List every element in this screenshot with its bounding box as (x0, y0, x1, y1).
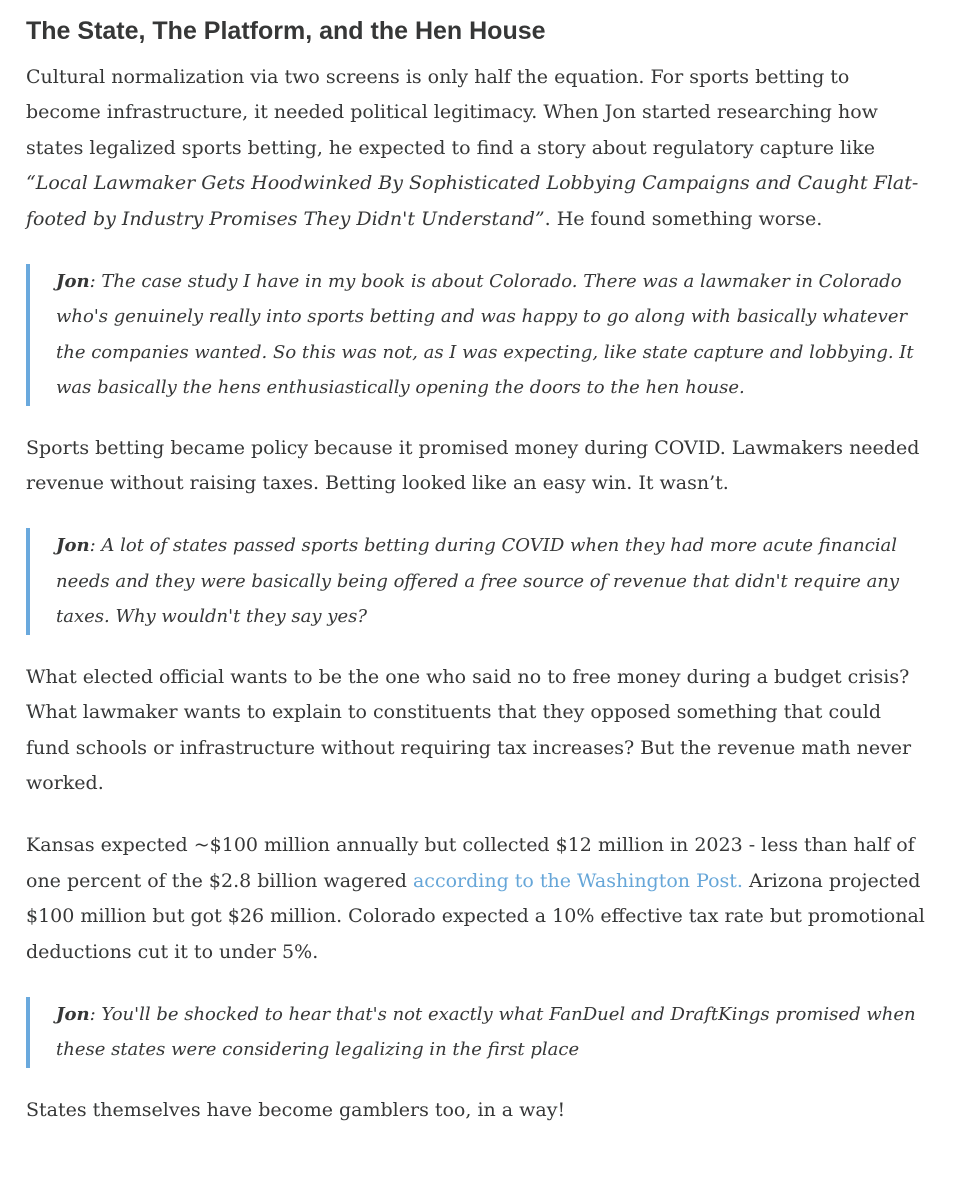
paragraph-intro (26, 60, 926, 237)
paragraph-closing: States themselves have become gamblers too, in a way! (26, 1098, 566, 1121)
quote-text: : You'll be shocked to hear that's not exactly what FanDuel and DraftKings promised when these states were considering legalizing in the first place (56, 1003, 916, 1061)
quote-speaker: Jon (56, 271, 90, 293)
pull-quote-colorado (26, 264, 926, 406)
washington-post-link[interactable]: according to the Washington Post. (412, 869, 743, 892)
revenue-text: Kansas expected ~$100 million annually but collected $12 million in 2023 - less than half of one percent of the $2.8 billion wagered (26, 834, 915, 892)
paragraph-elected-official: What elected official wants to be the one who said no to free money during a budget crisis? What lawmaker wants to explain to constituents that they opposed something that could fund schools or infrastructure without requiring tax increases? But the revenue math never worked. (26, 665, 912, 794)
quote-text: : A lot of states passed sports betting during COVID when they had more acute financial needs and they were basically being offered a free source of revenue that didn't require any taxes. Why wouldn't they say yes? (56, 535, 900, 628)
revenue-text-end: Arizona projected $100 million but got $26 million. Colorado expected a 10% effective tax rate but promotional deductions cut it to under 5%. (26, 869, 925, 963)
headline-quote: “Local Lawmaker Gets Hoodwinked By Sophisticated Lobbying Campaigns and Caught Flat-footed by Industry Promises They Didn't Understand” (26, 172, 919, 230)
pull-quote-covid (26, 528, 926, 634)
quote-speaker: Jon (56, 1003, 90, 1025)
paragraph-intro-end: . He found something worse. (544, 207, 823, 230)
pull-quote-promises (26, 997, 926, 1068)
paragraph-intro-text: Cultural normalization via two screens is only half the equation. For sports betting to become infrastructure, it needed political legitimacy. When Jon started researching how states legalized sports betting, he expected to find a story about regulatory capture like (26, 66, 878, 159)
section-heading: The State, The Platform, and the Hen House (26, 17, 546, 45)
article-body (26, 14, 926, 1128)
quote-speaker: Jon (56, 535, 90, 557)
paragraph-covid-policy: Sports betting became policy because it promised money during COVID. Lawmakers needed revenue without raising taxes. Betting looked like an easy win. It wasn’t. (26, 436, 920, 495)
paragraph-revenue-figures (26, 828, 926, 970)
quote-text: : The case study I have in my book is about Colorado. There was a lawmaker in Colorado who's genuinely really into sports betting and was happy to go along with basically whatever the companies wanted. So this was not, as I was expecting, like state capture and lobbying. It was basically the hens enthusiastically opening the doors to the hen house. (56, 271, 914, 399)
